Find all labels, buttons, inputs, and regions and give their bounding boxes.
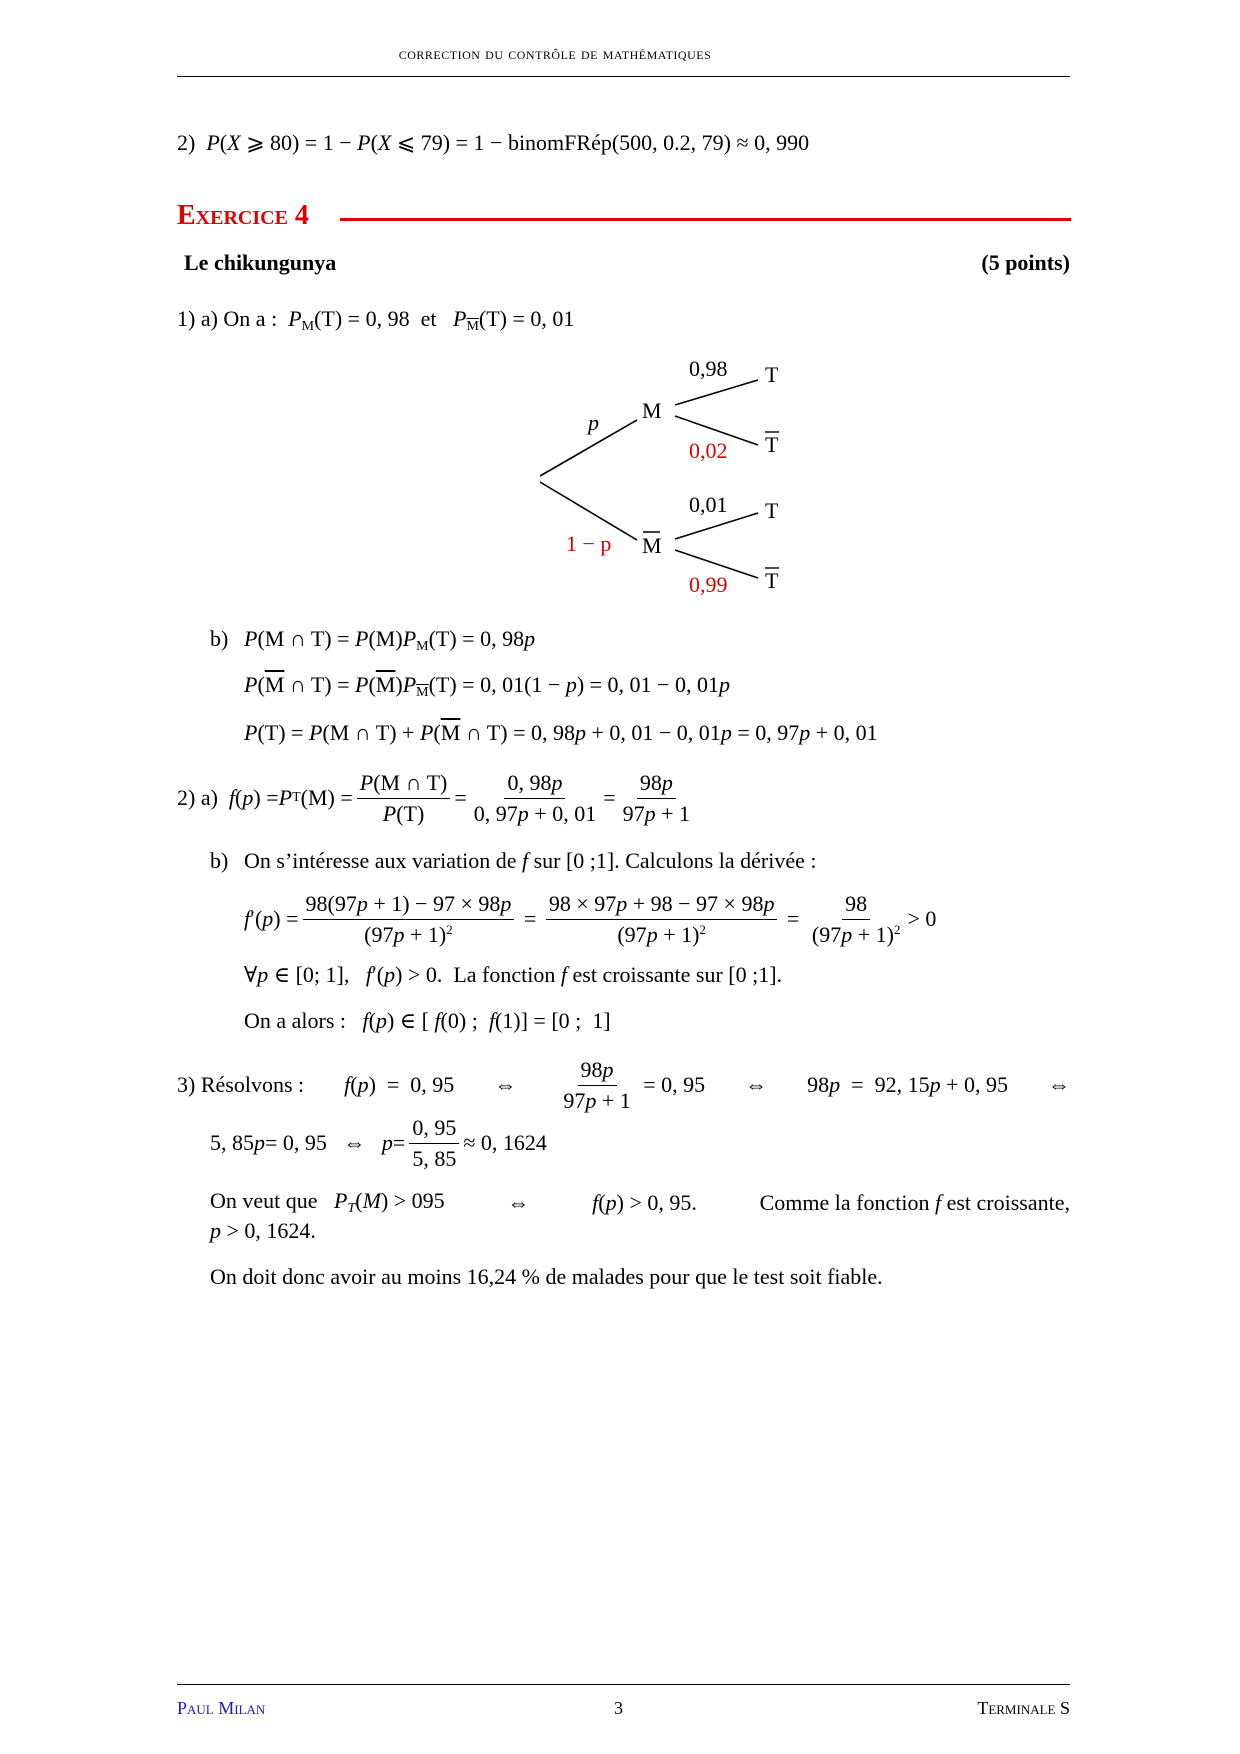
q3-fraction-2: $\frac{0, 95}{5, 85}$ <box>409 1116 459 1169</box>
q3-line1: 3) Résolvons : f(p) = 0, 95 ⇔ $\frac{98p}{97p + 1}$ = 0, 95 ⇔ 98p = 92, 15p + 0, 95 ⇔ <box>177 1057 1070 1113</box>
footer-rule <box>177 1684 1070 1685</box>
q3-want-line2: p > 0, 1624. <box>210 1218 316 1243</box>
q3-want-line1: On veut que $P_T(M) > 095$ ⇔ f(p) > 0, 95. Comme la fonction f est croissante, <box>210 1188 1070 1216</box>
tree-node-Mbar: M <box>642 533 662 558</box>
exercise-points: (5 points) <box>981 250 1070 275</box>
q2b-fraction-2: $\frac{98 \times 97p + 98 - 97 \times 98p}{(97p + 1)^2}$ <box>546 892 778 945</box>
tree-node-M: M <box>642 398 662 423</box>
q1a-line: 1) a) On a : $P_M(T) = 0$, 98 et $P_{\overline{M}}(T) = 0$, 01 <box>177 306 575 334</box>
q3-line2: 5, 85 p = 0, 95 ⇔ p = $\frac{0, 95}{5, 85}$ ≈ 0, 1624 <box>210 1115 547 1171</box>
branch-root-Mbar <box>540 482 637 540</box>
exercise-subject: Le chikungunya <box>184 250 337 275</box>
q2b-range: On a alors : f(p) ∈ [ f(0) ; f(1)] = [0 ; 1] <box>244 1008 611 1033</box>
tree-prob-Tbar-given-M: 0,02 <box>689 438 728 463</box>
branch-root-M <box>540 420 637 476</box>
tree-label-1-minus-p: 1 − p <box>566 531 612 556</box>
q1b-label: b) <box>210 626 229 651</box>
page-header: correction du contrôle de mathématiques <box>398 44 712 63</box>
q2a-fraction-3: $\frac{98p}{97p + 1}$ <box>622 770 691 826</box>
q2b-fraction-3: $\frac{98}{(97p + 1)^2}$ <box>811 891 901 947</box>
tree-leaf-Tbar-1: T <box>765 432 779 457</box>
tree-leaf-T-2: T <box>765 498 779 523</box>
tree-prob-T-given-Mbar: 0,01 <box>689 492 728 517</box>
tree-prob-T-given-M: 0,98 <box>689 356 728 381</box>
tree-prob-Tbar-given-Mbar: 0,99 <box>689 572 728 597</box>
q2a-fraction-1: $\frac{P(M \cap T)}{P(T)}$ <box>357 771 451 824</box>
q3-fraction-1: $\frac{98p}{97p + 1}$ <box>563 1057 631 1113</box>
q1b-line2: $P(\overline{M}$ ∩ $T) = P(\overline{M})P_{\overline{M}}(T) = 0$, 01(1 − p) = 0, 01 − 0, 01p <box>244 672 730 700</box>
header-rule <box>177 76 1070 77</box>
exercise-title-rule <box>340 218 1071 221</box>
tree-label-p: p <box>588 410 599 435</box>
branch-M-Tbar <box>675 416 758 445</box>
q3-final: On doit donc avoir au moins 16,24 % de malades pour que le test soit fiable. <box>210 1264 883 1289</box>
q2b-fraction-1: $\frac{98(97p + 1) - 97 \times 98p}{(97p + 1)^2}$ <box>303 892 515 945</box>
q2a-line: 2) a) f ( p ) = P T (M) = $\frac{P(M \cap T)}{P(T)}$ = $\frac{0, 98p}{0, 97p + 0, 01}$ = $\frac{98p}{97p + 1}$ <box>177 766 697 830</box>
q2b-conclusion: ∀p ∈ [0; 1], f′(p) > 0. La fonction f est croissante sur [0 ;1]. <box>244 962 783 987</box>
q2b-label: b) <box>210 848 229 873</box>
branch-Mbar-T <box>675 513 758 539</box>
footer-class: Terminale S <box>977 1698 1070 1718</box>
tree-leaf-Tbar-2: T <box>765 568 779 593</box>
branch-M-T <box>675 380 758 405</box>
q1b-line1: P(M ∩ $T) = P(M)P_M(T) = 0$, 98p <box>244 626 536 654</box>
tree-leaf-T-1: T <box>765 362 779 387</box>
exercise-title: Exercice 4 <box>177 200 309 231</box>
footer-page-number: 3 <box>614 1698 623 1718</box>
q1b-line3: P(T) = P(M ∩ $T) + P(\overline{M}$ ∩ T) = 0, 98p + 0, 01 − 0, 01p = 0, 97p + 0, 01 <box>244 720 878 745</box>
q2a-fraction-2: $\frac{0, 98p}{0, 97p + 0, 01}$ <box>473 770 597 826</box>
prev-exercise-item2: 2) P(X ⩾ 80) = 1 − P(X ⩽ 79) = 1 − binomFRép(500, 0.2, 79) ≈ 0, 990 <box>177 130 810 155</box>
footer-author: Paul Milan <box>177 1698 266 1718</box>
branch-Mbar-Tbar <box>675 550 758 578</box>
q2b-derivative: f ′( p ) = $\frac{98(97p + 1) - 97 \times 98p}{(97p + 1)^2}$ = $\frac{98 \times 97p + 98 - 97 \times 98p}{(97p + 1)^2}$ = $\frac{98}{(97p + 1)^2}$ > 0 <box>244 891 937 947</box>
q2b-intro: On s’intéresse aux variation de f sur [0 ;1]. Calculons la dérivée : <box>244 848 817 873</box>
